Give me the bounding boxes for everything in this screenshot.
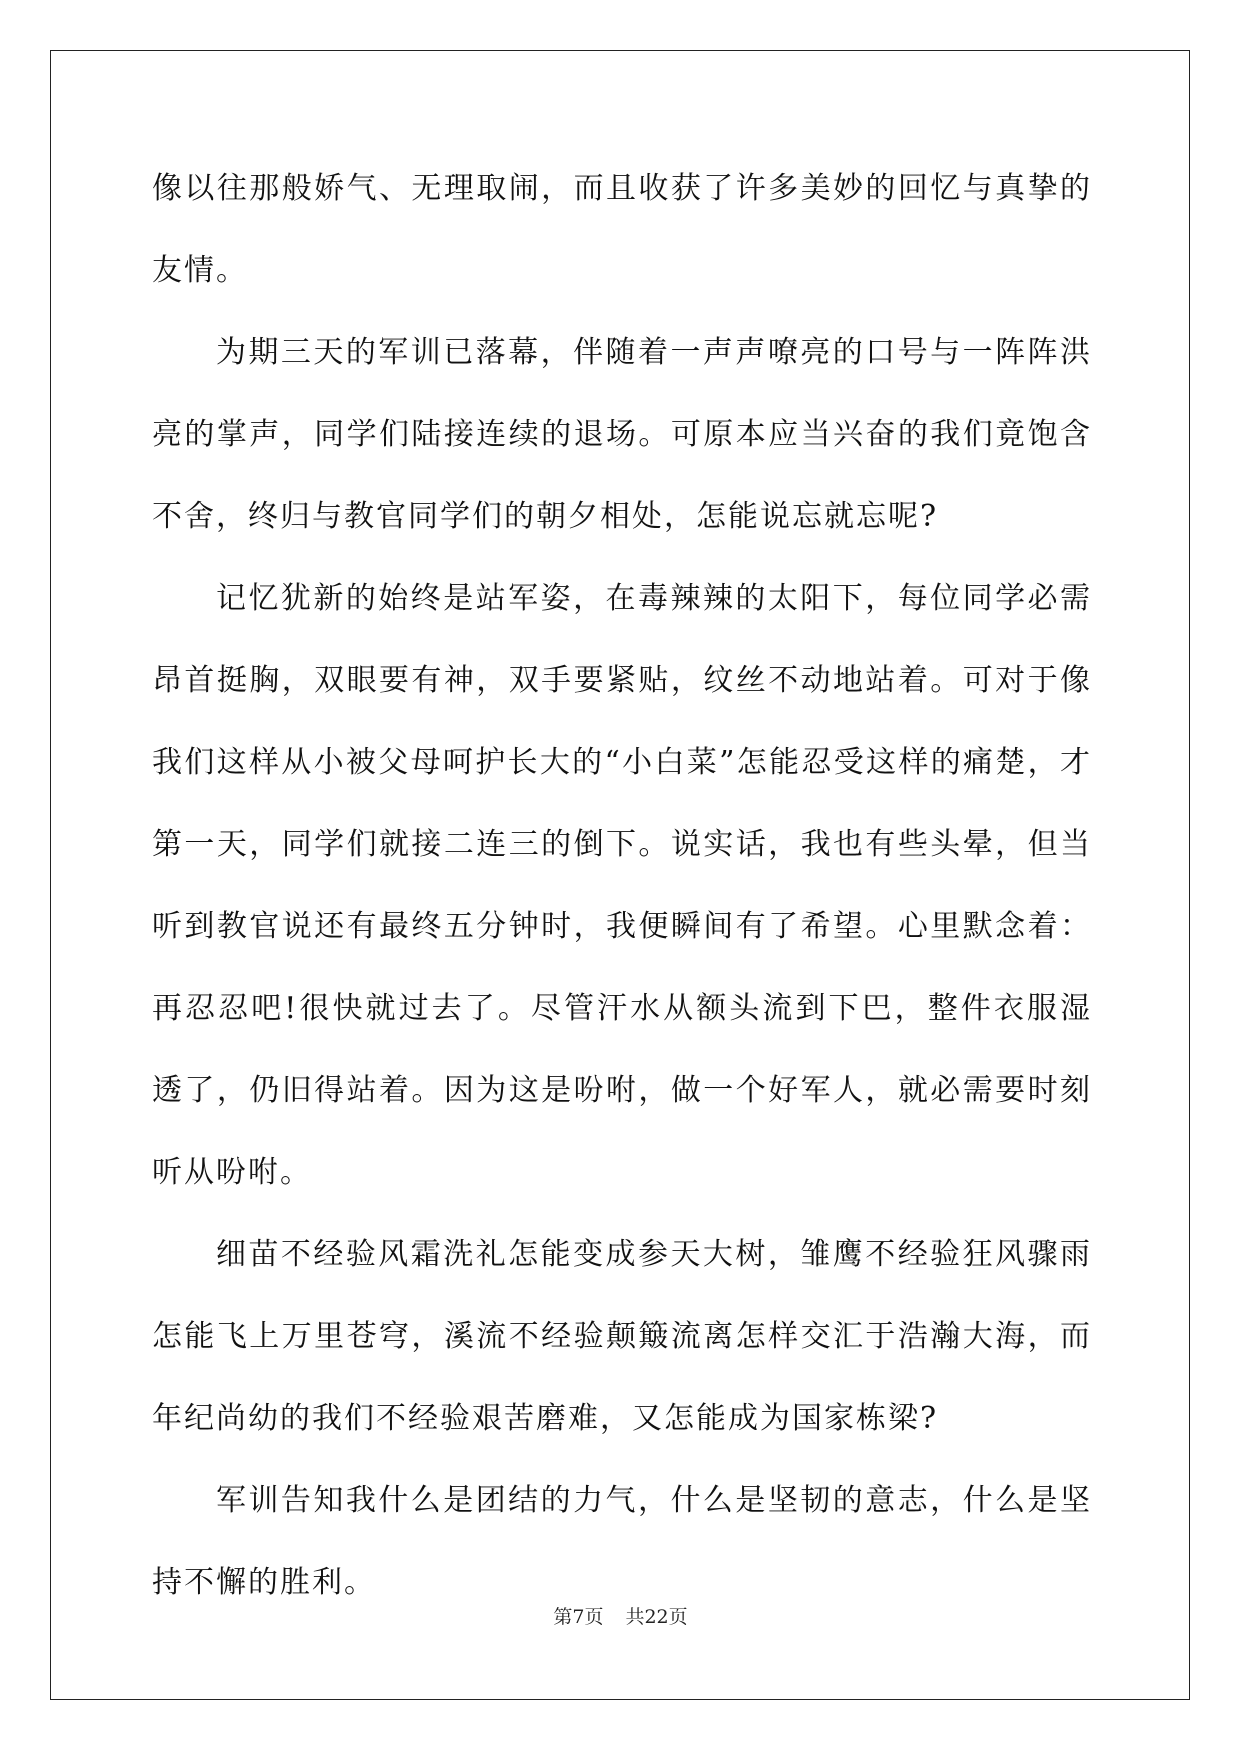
paragraph: 细苗不经验风霜洗礼怎能变成参天大树，雏鹰不经验狂风骤雨怎能飞上万里苍穹，溪流不经验颠簸流离怎样交汇于浩瀚大海，而年纪尚幼的我们不经验艰苦磨难，又怎能成为国家栋梁? — [152, 1237, 1092, 1436]
paragraph: 记忆犹新的始终是站军姿，在毒辣辣的太阳下，每位同学必需昂首挺胸，双眼要有神，双手要紧贴，纹丝不动地站着。可对于像我们这样从小被父母呵护长大的“小白菜”怎能忍受这样的痛楚，才第一天，同学们就接二连三的倒下。说实话，我也有些头晕，但当听到教官说还有最终五分钟时，我便瞬间有了希望。心里默念着：再忍忍吧!很快就过去了。尽管汗水从额头流到下巴，整件衣服湿透了，仍旧得站着。因为这是吩咐，做一个好军人，就必需要时刻听从吩咐。 — [152, 581, 1092, 1190]
page-total: 共22页 — [625, 1606, 688, 1628]
paragraph: 像以往那般娇气、无理取闹，而且收获了许多美妙的回忆与真挚的友情。 — [152, 171, 1092, 288]
page-number: 第7页 — [553, 1606, 604, 1628]
paragraph: 为期三天的军训已落幕，伴随着一声声嘹亮的口号与一阵阵洪亮的掌声，同学们陆接连续的退场。可原本应当兴奋的我们竟饱含不舍，终归与教官同学们的朝夕相处，怎能说忘就忘呢? — [152, 335, 1092, 534]
document-body — [152, 148, 1092, 1624]
page-footer — [0, 1602, 1241, 1629]
paragraph: 军训告知我什么是团结的力气，什么是坚韧的意志，什么是坚持不懈的胜利。 — [152, 1483, 1092, 1600]
